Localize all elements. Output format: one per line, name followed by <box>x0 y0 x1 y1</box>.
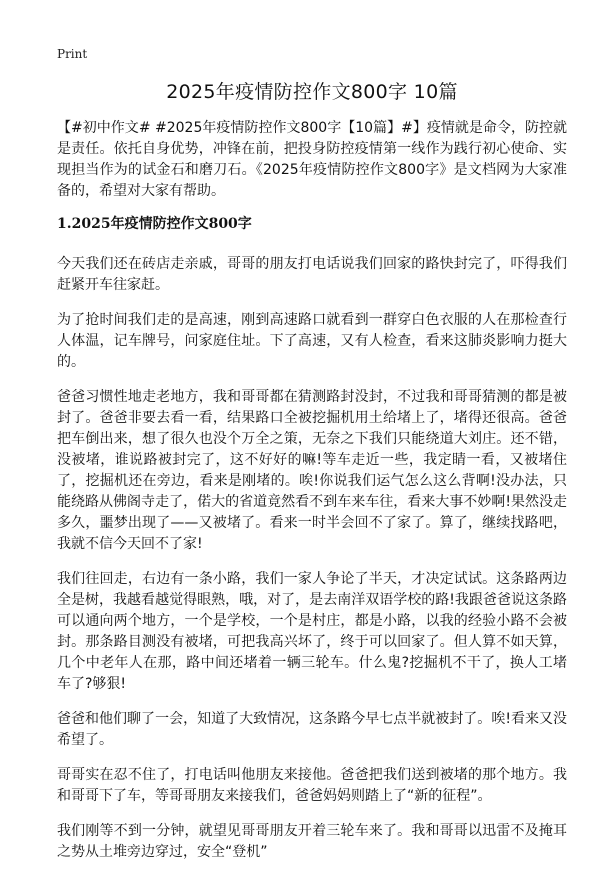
paragraph: 爸爸习惯性地走老地方，我和哥哥都在猜测路封没封，不过我和哥哥猜测的都是被封了。爸爸非要去看一看，结果路口全被挖掘机用土给堵上了，堵得还很高。爸爸把车倒出来，想了很久也没个万全之策，无奈之下我们只能绕道大刘庄。还不错，没被堵，谁说路被封完了，这不好好的嘛!等车走近一些，我定睛一看，又被堵住了，挖掘机还在旁边，看来是刚堵的。唉!你说我们运气怎么这么背啊!没办法，只能绕路从佛阁寺走了，偌大的省道竟然看不到车来车往，看来大事不妙啊!果然没走多久，噩梦出现了——又被堵了。看来一时半会回不了家了。算了，继续找路吧，我就不信今天回不了家! <box>57 389 567 552</box>
paragraph: 今天我们还在砖店走亲戚，哥哥的朋友打电话说我们回家的路快封完了，吓得我们赶紧开车往家赶。 <box>57 256 567 293</box>
document-body <box>57 78 567 877</box>
paragraph: 我们往回走，右边有一条小路，我们一家人争论了半天，才决定试试。这条路两边全是树，我越看越觉得眼熟，哦，对了，是去南洋双语学校的路!我跟爸爸说这条路可以通向两个地方，一个是学校，一个是村庄，都是小路，以我的经验小路不会被封。那条路目测没有被堵，可把我高兴坏了，终于可以回家了。但人算不如天算，几个中老年人在那，路中间还堵着一辆三轮车。什么鬼?挖掘机不干了，换人工堵车了?够狠! <box>57 571 567 692</box>
intro-paragraph: 【#初中作文# #2025年疫情防控作文800字【10篇】#】疫情就是命令，防控就是责任。依托自身优势，冲锋在前，把投身防控疫情第一线作为践行初心使命、实现担当作为的试金石和磨刀石。《2025年疫情防控作文800字》是文档网为大家准备的，希望对大家有帮助。 <box>57 120 567 199</box>
paragraph: 我们刚等不到一分钟，就望见哥哥朋友开着三轮车来了。我和哥哥以迅雷不及掩耳之势从土堆旁边穿过，安全“登机” <box>57 823 567 860</box>
document-title: 2025年疫情防控作文800字 10篇 <box>166 81 458 103</box>
paragraph: 哥哥实在忍不住了，打电话叫他朋友来接他。爸爸把我们送到被堵的那个地方。我和哥哥下了车，等哥哥朋友来接我们，爸爸妈妈则踏上了“新的征程”。 <box>57 767 567 804</box>
paragraph: 爸爸和他们聊了一会，知道了大致情况，这条路今早七点半就被封了。唉!看来又没希望了。 <box>57 711 567 748</box>
print-label: Print <box>57 47 88 61</box>
section-heading: 1.2025年疫情防控作文800字 <box>57 216 252 232</box>
paragraph: 为了抢时间我们走的是高速，刚到高速路口就看到一群穿白色衣服的人在那检查行人体温，记车牌号，问家庭住址。下了高速，又有人检查，看来这肺炎影响力挺大的。 <box>57 312 567 370</box>
